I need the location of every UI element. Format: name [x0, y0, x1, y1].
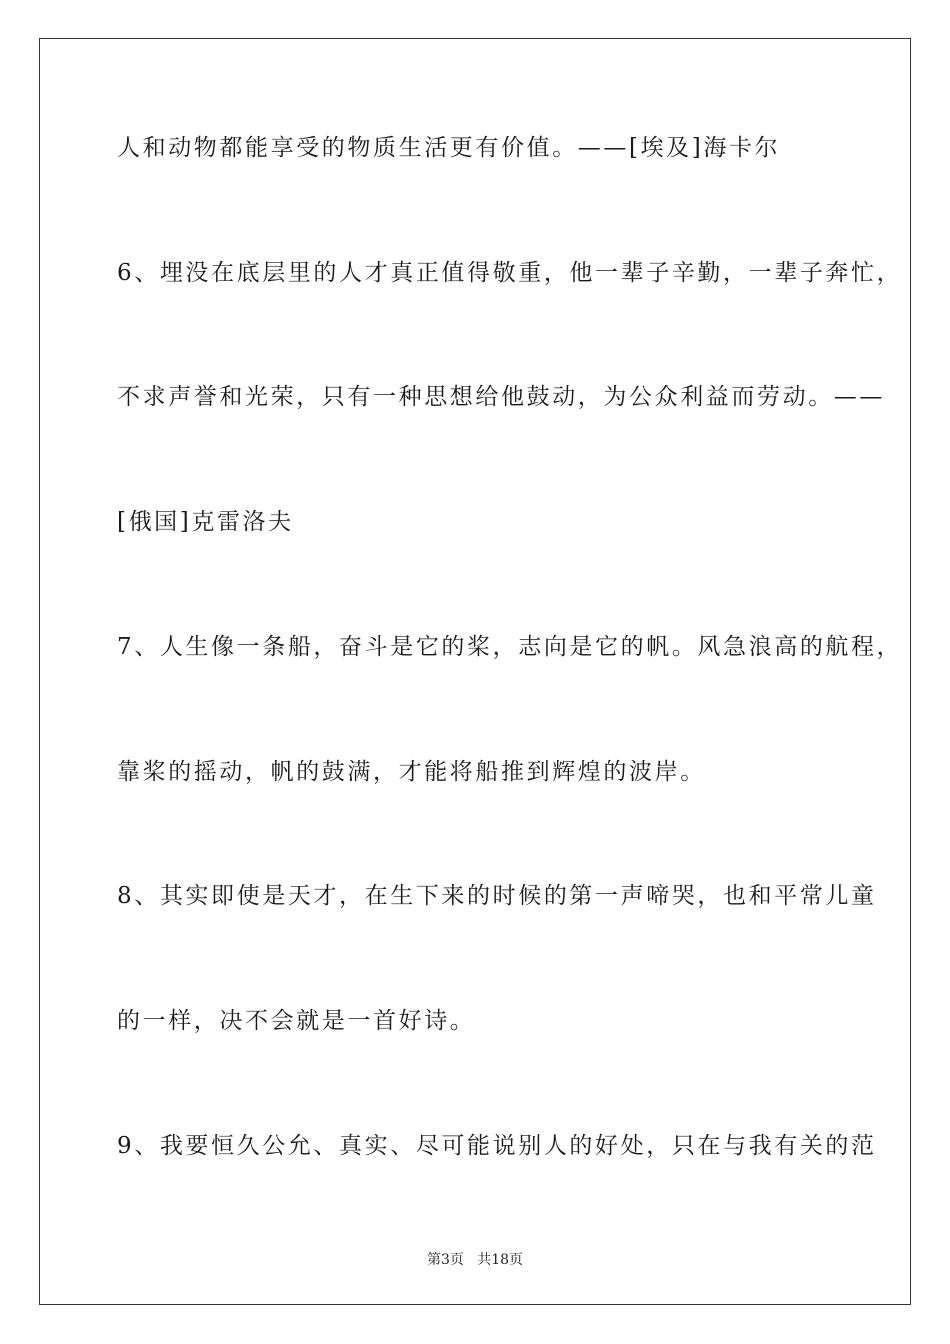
text-line-4: [俄国]克雷洛夫 [117, 509, 294, 535]
text-line-2: 6、埋没在底层里的人才真正值得敬重，他一辈子辛勤，一辈子奔忙， [117, 260, 903, 286]
text-line-7: 8、其实即使是天才，在生下来的时候的第一声啼哭，也和平常儿童 [117, 883, 877, 909]
page-number-footer: 第3页 共18页 [426, 1252, 524, 1268]
text-line-6: 靠桨的摇动，帆的鼓满，才能将船推到辉煌的波岸。 [117, 759, 706, 785]
text-line-3: 不求声誉和光荣，只有一种思想给他鼓动，为公众利益而劳动。—— [117, 384, 885, 410]
text-line-8: 的一样，决不会就是一首好诗。 [117, 1008, 476, 1034]
text-line-5: 7、人生像一条船，奋斗是它的桨，志向是它的帆。风急浪高的航程， [117, 634, 903, 660]
text-line-1: 人和动物都能享受的物质生活更有价值。——[埃及]海卡尔 [117, 135, 781, 161]
text-line-9: 9、我要恒久公允、真实、尽可能说别人的好处，只在与我有关的范 [117, 1133, 877, 1159]
page-border [39, 38, 911, 1305]
